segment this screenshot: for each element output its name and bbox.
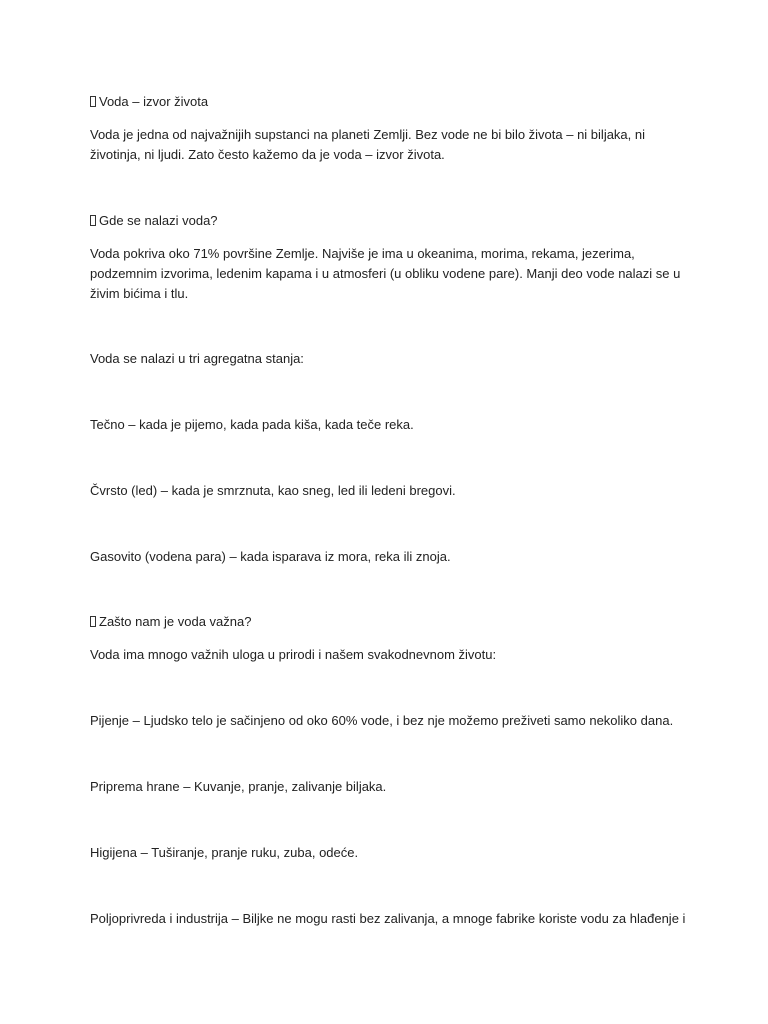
list-item: Priprema hrane – Kuvanje, pranje, zalivanje biljaka. bbox=[90, 779, 387, 794]
list-intro: Voda se nalazi u tri agregatna stanja: bbox=[90, 351, 304, 366]
section-heading bbox=[90, 92, 690, 112]
list-item: Gasovito (vodena para) – kada isparava iz mora, reka ili znoja. bbox=[90, 549, 451, 564]
paragraph-line: podzemnim izvorima, ledenim kapama i u atmosferi (u obliku vodene pare). Manji deo vode nalazi se u bbox=[90, 266, 681, 281]
heading-text: Voda – izvor života bbox=[99, 94, 209, 109]
list-item: Pijenje – Ljudsko telo je sačinjeno od oko 60% vode, i bez nje možemo preživeti samo nekoliko dana. bbox=[90, 713, 674, 728]
section-heading bbox=[90, 612, 690, 632]
list-intro: Voda ima mnogo važnih uloga u prirodi i našem svakodnevnom životu: bbox=[90, 647, 497, 662]
paragraph-line: životinja, ni ljudi. Zato često kažemo da je voda – izvor života. bbox=[90, 147, 445, 162]
list-item: Čvrsto (led) – kada je smrznuta, kao sneg, led ili ledeni bregovi. bbox=[90, 483, 456, 498]
missing-glyph-icon bbox=[90, 616, 96, 627]
section-heading bbox=[90, 211, 690, 231]
heading-text: Gde se nalazi voda? bbox=[99, 213, 218, 228]
list-item: Tečno – kada je pijemo, kada pada kiša, kada teče reka. bbox=[90, 417, 414, 432]
paragraph-line: Voda je jedna od najvažnijih supstanci na planeti Zemlji. Bez vode ne bi bilo života – ni biljaka, ni bbox=[90, 127, 646, 142]
paragraph-line: Voda pokriva oko 71% površine Zemlje. Najviše je ima u okeanima, morima, rekama, jezerima, bbox=[90, 246, 635, 261]
paragraph-line: živim bićima i tlu. bbox=[90, 286, 189, 301]
missing-glyph-icon bbox=[90, 215, 96, 226]
heading-text: Zašto nam je voda važna? bbox=[99, 614, 252, 629]
list-item: Higijena – Tuširanje, pranje ruku, zuba, odeće. bbox=[90, 845, 359, 860]
list-item: Poljoprivreda i industrija – Biljke ne mogu rasti bez zalivanja, a mnoge fabrike koriste vodu za hlađenje i bbox=[90, 911, 686, 926]
missing-glyph-icon bbox=[90, 96, 96, 107]
